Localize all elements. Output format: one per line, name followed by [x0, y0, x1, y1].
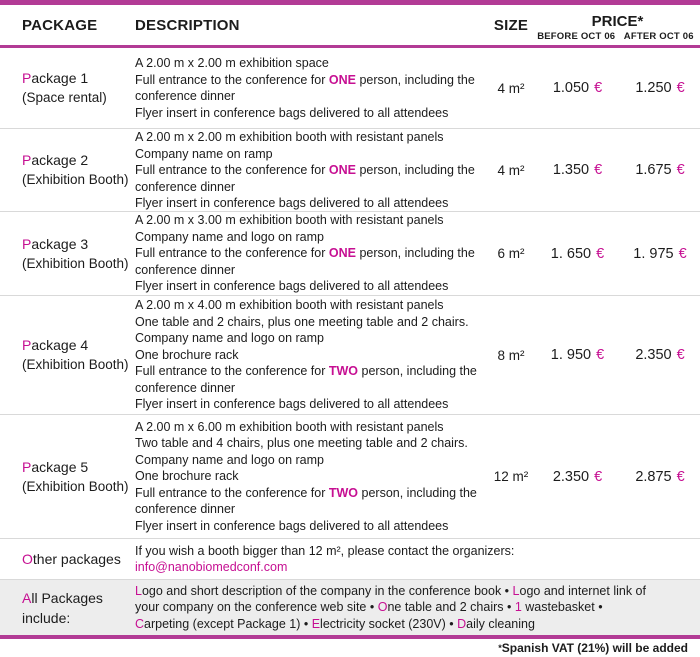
col-header-before-oct: BEFORE OCT 06: [537, 30, 616, 42]
text-run: ackage 5: [31, 458, 89, 475]
description-cell: [135, 543, 700, 576]
table-row: [0, 579, 700, 635]
euro-symbol: €: [676, 162, 685, 179]
description-line: [135, 297, 479, 314]
price-after-cell: [620, 469, 700, 485]
euro-symbol: €: [594, 162, 603, 179]
euro-symbol: €: [594, 468, 603, 485]
price-before-cell: [535, 246, 620, 262]
text-run: Full entrance to the conference for: [135, 485, 329, 500]
size-cell: 4 m²: [497, 162, 525, 178]
package-name: [22, 150, 129, 170]
table-row: [0, 414, 700, 538]
description-line: [135, 559, 655, 576]
price-before-cell: [535, 347, 620, 363]
text-run: L: [135, 583, 142, 598]
text-run: ackage 3: [31, 235, 89, 252]
text-run: Company name and logo on ramp: [135, 452, 325, 467]
text-run: ONE: [328, 246, 356, 261]
description-line: [135, 347, 479, 364]
package-subtitle: (Exhibition Booth): [22, 172, 129, 188]
euro-symbol: €: [678, 245, 687, 262]
text-run: Full entrance to the conference for: [135, 163, 329, 177]
text-run: O: [377, 600, 388, 615]
text-run: Full entrance to the conference for: [135, 364, 329, 379]
package-name: [22, 549, 129, 569]
package-subtitle: (Space rental): [22, 90, 107, 105]
text-run: ogo and short description of the company in the conference book •: [141, 583, 513, 598]
text-run: A 2.00 m x 2.00 m exhibition space: [135, 56, 329, 70]
text-run: P: [22, 458, 32, 475]
package-cell: [22, 549, 135, 569]
package-cell: [22, 234, 135, 274]
euro-symbol: €: [676, 80, 685, 96]
table-header: [0, 5, 700, 48]
text-run: Flyer insert in conference bags delivered to all attendees: [135, 397, 449, 412]
description-line: [135, 435, 479, 452]
text-run: Company name and logo on ramp: [135, 229, 325, 244]
text-run: Two table and 4 chairs, plus one meeting table and 2 chairs.: [135, 436, 468, 451]
description-line: [135, 583, 655, 633]
size-cell: 6 m²: [497, 246, 525, 261]
price-value: 1.050: [552, 80, 590, 96]
size-cell: 4 m²: [497, 80, 525, 96]
text-run: 1: [514, 600, 522, 615]
text-run: ne table and 2 chairs •: [387, 600, 515, 615]
price-value: 1. 975: [633, 245, 674, 262]
text-run: ONE: [328, 72, 356, 87]
table-row: [0, 48, 700, 128]
euro-symbol: €: [596, 347, 605, 363]
text-run: person, including the conference dinner: [135, 485, 477, 517]
description-line: [135, 129, 479, 146]
description-line: [135, 195, 479, 212]
text-run: O: [22, 551, 33, 567]
euro-symbol: €: [596, 245, 605, 262]
description-line: [135, 363, 479, 396]
description-line: [135, 468, 479, 485]
text-run: A 2.00 m x 2.00 m exhibition booth with resistant panels: [135, 130, 444, 144]
euro-symbol: €: [676, 347, 685, 363]
package-cell: [22, 588, 135, 628]
text-run: ackage 2: [31, 152, 89, 169]
package-name: [22, 588, 129, 628]
text-run: One brochure rack: [135, 469, 239, 484]
euro-symbol: €: [676, 468, 685, 485]
size-cell: 8 m²: [497, 347, 525, 363]
description-line: [135, 212, 479, 229]
text-run: ther packages: [32, 551, 121, 567]
text-run: L: [512, 583, 520, 598]
price-value: 1.675: [635, 162, 672, 179]
description-line: [135, 278, 479, 295]
description-cell: [135, 297, 487, 413]
description-cell: [135, 55, 487, 121]
text-run: Flyer insert in conference bags delivered to all attendees: [135, 105, 449, 120]
table-row: [0, 295, 700, 414]
vat-note-text: Spanish VAT (21%) will be added: [501, 641, 688, 655]
col-header-size: SIZE: [493, 16, 529, 34]
text-run: person, including the conference dinner: [135, 163, 475, 194]
text-run: aily cleaning: [466, 616, 535, 631]
description-line: [135, 105, 479, 122]
col-header-price: PRICE*: [591, 12, 644, 30]
text-run: One table and 2 chairs, plus one meeting table and 2 chairs.: [135, 314, 469, 329]
col-header-price-group: [535, 5, 700, 45]
text-run: E: [311, 616, 321, 631]
price-before-cell: [535, 162, 620, 178]
description-line: [135, 543, 655, 560]
text-run: P: [22, 70, 32, 86]
col-header-description: DESCRIPTION: [135, 16, 240, 34]
package-name: [22, 234, 129, 254]
description-cell: [135, 419, 487, 535]
price-after-cell: [620, 246, 700, 262]
text-run: ONE: [328, 163, 356, 177]
text-run: If you wish a booth bigger than 12 m², please contact the organizers:: [135, 543, 515, 558]
text-run: Full entrance to the conference for: [135, 246, 329, 261]
text-run: Full entrance to the conference for: [135, 72, 329, 87]
text-run: Flyer insert in conference bags delivered to all attendees: [135, 518, 449, 533]
package-name: [22, 335, 129, 355]
text-run: A 2.00 m x 3.00 m exhibition booth with resistant panels: [135, 213, 444, 228]
text-run: A 2.00 m x 4.00 m exhibition booth with resistant panels: [135, 298, 444, 313]
text-run: ll Packages include:: [22, 589, 103, 626]
text-run: ackage 1: [31, 70, 89, 86]
package-cell: [22, 150, 135, 190]
price-value: 1. 950: [550, 347, 592, 363]
text-run: C: [135, 616, 145, 631]
description-line: [135, 314, 479, 331]
description-line: [135, 518, 479, 535]
text-run: P: [22, 337, 32, 353]
description-line: [135, 419, 479, 436]
text-run: Flyer insert in conference bags delivered to all attendees: [135, 279, 449, 294]
text-run: TWO: [328, 364, 359, 379]
text-run: ackage 4: [31, 337, 89, 353]
description-line: [135, 396, 479, 413]
price-after-cell: [620, 347, 700, 363]
package-name: [22, 457, 129, 477]
text-run: P: [22, 235, 32, 252]
size-cell: 12 m²: [493, 469, 529, 484]
table-row: [0, 211, 700, 295]
price-value: 1.250: [635, 80, 672, 96]
text-run: P: [22, 152, 32, 169]
text-run: person, including the conference dinner: [135, 364, 477, 395]
description-cell: [135, 212, 487, 295]
package-subtitle: (Exhibition Booth): [22, 357, 129, 372]
text-run: A: [22, 589, 32, 606]
package-cell: [22, 457, 135, 497]
text-run: Company name on ramp: [135, 146, 273, 161]
text-run: Company name and logo on ramp: [135, 331, 325, 346]
description-line: [135, 72, 479, 105]
text-run: arpeting (except Package 1) •: [144, 616, 312, 631]
text-run: A 2.00 m x 6.00 m exhibition booth with resistant panels: [135, 419, 444, 434]
package-table-body: [0, 48, 700, 635]
package-name: [22, 68, 129, 88]
description-cell: [135, 129, 487, 212]
price-subheaders: [535, 31, 700, 42]
price-after-cell: [620, 162, 700, 178]
description-line: [135, 162, 479, 195]
text-run: ogo and internet link of your company on the conference web site •: [135, 583, 646, 615]
euro-symbol: €: [594, 80, 603, 96]
price-value: 2.875: [635, 468, 672, 485]
text-run: D: [457, 616, 467, 631]
description-line: [135, 330, 479, 347]
description-line: [135, 245, 479, 278]
text-run: TWO: [328, 485, 359, 500]
description-line: [135, 229, 479, 246]
col-header-package: PACKAGE: [22, 16, 98, 34]
package-subtitle: (Exhibition Booth): [22, 255, 129, 271]
table-row: [0, 538, 700, 579]
description-line: [135, 146, 479, 163]
text-run: One brochure rack: [135, 347, 239, 362]
package-cell: [22, 335, 135, 375]
price-value: 1.350: [552, 162, 590, 179]
price-value: 1. 650: [550, 245, 592, 262]
price-value: 2.350: [552, 468, 590, 485]
text-run: Flyer insert in conference bags delivered to all attendees: [135, 196, 449, 210]
description-line: [135, 55, 479, 72]
table-row: [0, 128, 700, 211]
vat-note: * Spanish VAT (21%) will be added: [498, 641, 688, 655]
text-run: person, including the conference dinner: [135, 246, 475, 277]
text-run: lectricity socket (230V) •: [320, 616, 458, 631]
description-line: [135, 485, 479, 518]
col-header-after-oct: AFTER OCT 06: [623, 30, 694, 42]
text-run: person, including the conference dinner: [135, 72, 475, 103]
price-before-cell: [535, 80, 620, 96]
description-cell: [135, 583, 700, 633]
description-line: [135, 452, 479, 469]
package-subtitle: (Exhibition Booth): [22, 478, 129, 494]
package-cell: [22, 68, 135, 108]
price-before-cell: [535, 469, 620, 485]
contact-email-link[interactable]: info@nanobiomedconf.com: [135, 560, 288, 574]
price-after-cell: [620, 80, 700, 96]
text-run: wastebasket •: [521, 600, 603, 615]
price-value: 2.350: [635, 347, 672, 363]
